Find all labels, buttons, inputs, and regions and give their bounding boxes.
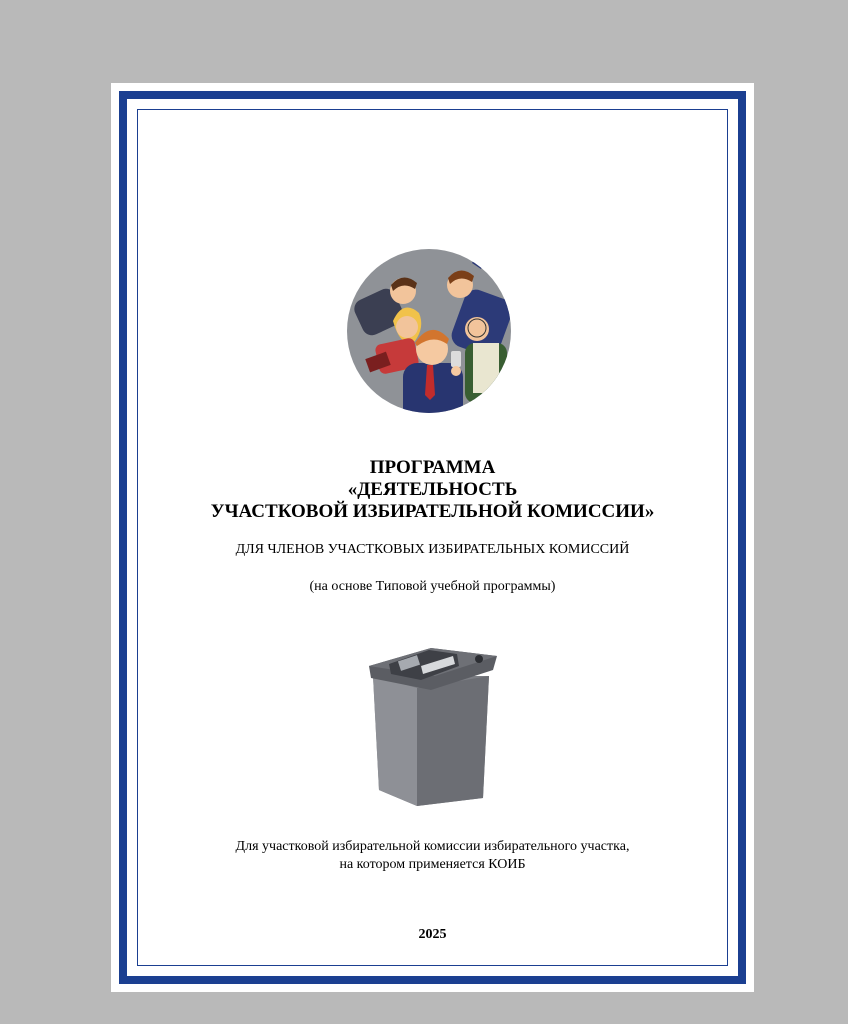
title-line-3: УЧАСТКОВОЙ ИЗБИРАТЕЛЬНОЙ КОМИССИИ» [210,501,655,522]
title-line-1: ПРОГРАММА [369,457,496,478]
audience-subtitle: ДЛЯ ЧЛЕНОВ УЧАСТКОВЫХ ИЗБИРАТЕЛЬНЫХ КОМИССИЙ [235,542,630,557]
note-line-1: Для участковой избирательной комиссии избирательного участка, [235,839,630,854]
document-page [111,83,754,992]
document-year: 2025 [418,927,447,942]
note-line-2: на котором применяется КОИБ [339,857,526,872]
commission-members-illustration [347,243,517,418]
title-line-2: «ДЕЯТЕЛЬНОСТЬ [347,479,518,500]
koib-note [111,838,754,874]
program-title [111,457,754,523]
koib-ballot-box-illustration [361,628,501,808]
basis-note: (на основе Типовой учебной программы) [309,579,556,594]
